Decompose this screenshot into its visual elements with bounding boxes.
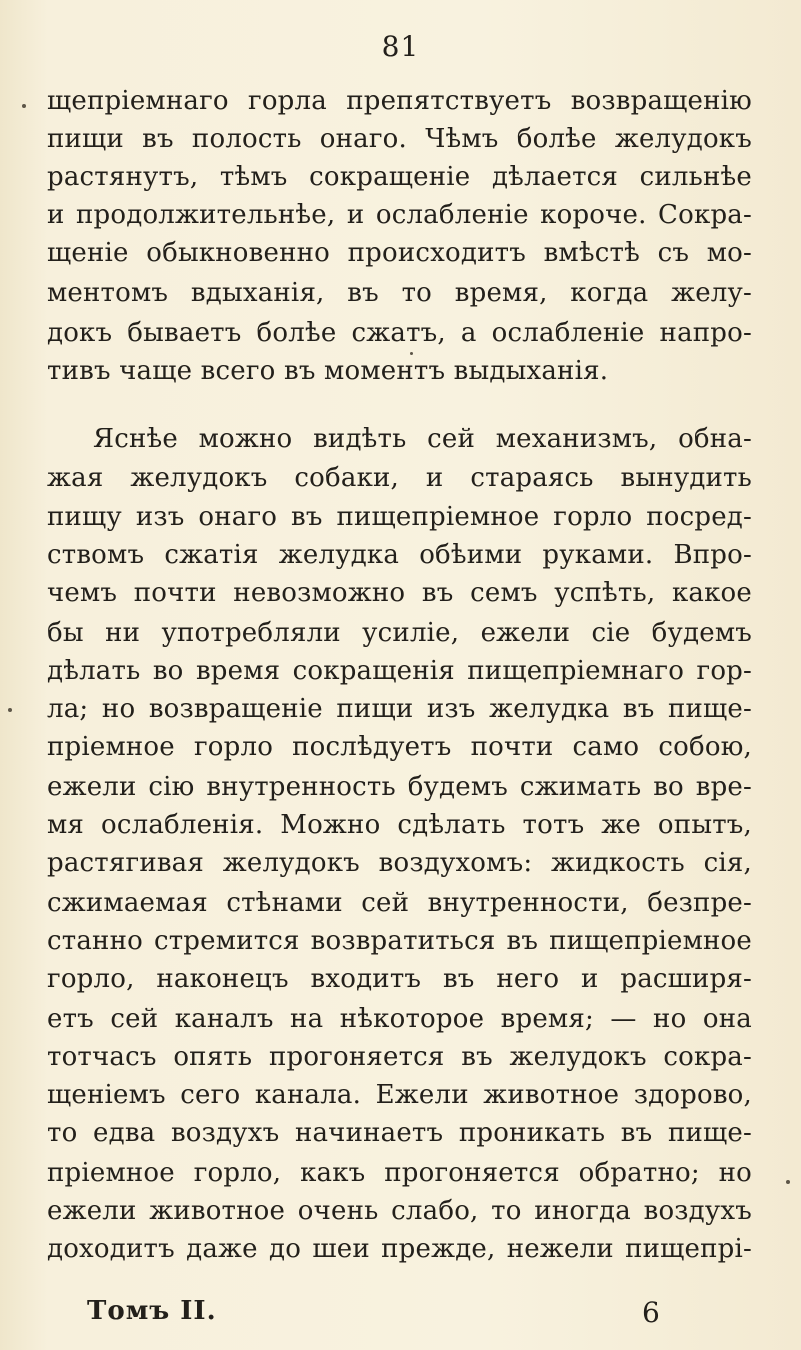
margin-speck — [786, 1180, 790, 1184]
text-line: пищу изъ онаго въ пищепріемное горло посред- — [47, 502, 752, 532]
text-line: щепріемнаго горла препятствуетъ возвращенію — [47, 86, 752, 116]
text-line: ментомъ вдыханія, въ то время, когда желу- — [47, 278, 752, 308]
sheet-signature: 6 — [642, 1296, 660, 1329]
page-number: 81 — [381, 30, 420, 63]
text-line: тотчасъ опять прогоняется въ желудокъ сокра- — [47, 1042, 752, 1072]
margin-speck — [8, 708, 12, 712]
text-line: ежели животное очень слабо, то иногда воздухъ — [47, 1196, 752, 1226]
text-line: Яснѣе можно видѣть сей механизмъ, обна- — [93, 424, 752, 454]
text-line: щеніе обыкновенно происходитъ вмѣстѣ съ мо- — [47, 238, 752, 268]
text-line: растягивая желудокъ воздухомъ: жидкость сія, — [47, 848, 752, 878]
text-line: мя ослабленія. Можно сдѣлать тотъ же опытъ, — [47, 810, 752, 840]
text-line: сжимаемая стѣнами сей внутренности, безпре- — [47, 888, 752, 918]
text-line: докъ бываетъ болѣе сжатъ, а ослабленіе напро- — [47, 318, 752, 348]
text-line: растянутъ, тѣмъ сокращеніе дѣлается сильнѣе — [47, 162, 752, 192]
text-line: доходитъ даже до шеи прежде, нежели пищепрі- — [47, 1234, 752, 1264]
ink-speck — [410, 352, 413, 355]
text-line: щеніемъ сего канала. Ежели животное здорово, — [47, 1080, 752, 1110]
text-line: ствомъ сжатія желудка обѣими руками. Впро- — [47, 540, 752, 570]
text-line: жая желудокъ собаки, и стараясь вынудить — [47, 463, 752, 493]
text-line: етъ сей каналъ на нѣкоторое время; — но она — [47, 1004, 752, 1034]
text-line: станно стремится возвратиться въ пищепріемное — [47, 926, 752, 956]
text-line: бы ни употребляли усиліе, ежели сіе будемъ — [47, 618, 752, 648]
text-line: пріемное горло послѣдуетъ почти само собою, — [47, 732, 752, 762]
volume-signature: Томъ II. — [87, 1296, 217, 1326]
text-line: и продолжительнѣе, и ослабленіе короче. Сокра- — [47, 200, 752, 230]
text-line: дѣлать во время сокращенія пищепріемнаго гор- — [47, 656, 752, 686]
text-line: ла; но возвращеніе пищи изъ желудка въ пище- — [47, 694, 752, 724]
text-line: горло, наконецъ входитъ въ него и расширя- — [47, 964, 752, 994]
text-line: то едва воздухъ начинаетъ проникать въ пище- — [47, 1118, 752, 1148]
text-line: чемъ почти невозможно въ семъ успѣть, какое — [47, 578, 752, 608]
text-line: тивъ чаще всего въ моментъ выдыханія. — [47, 356, 609, 386]
margin-speck — [22, 104, 26, 108]
text-line: ежели сію внутренность будемъ сжимать во вре- — [47, 772, 752, 802]
text-line: пріемное горло, какъ прогоняется обратно; но — [47, 1158, 752, 1188]
text-line: пищи въ полость онаго. Чѣмъ болѣе желудокъ — [47, 124, 752, 154]
